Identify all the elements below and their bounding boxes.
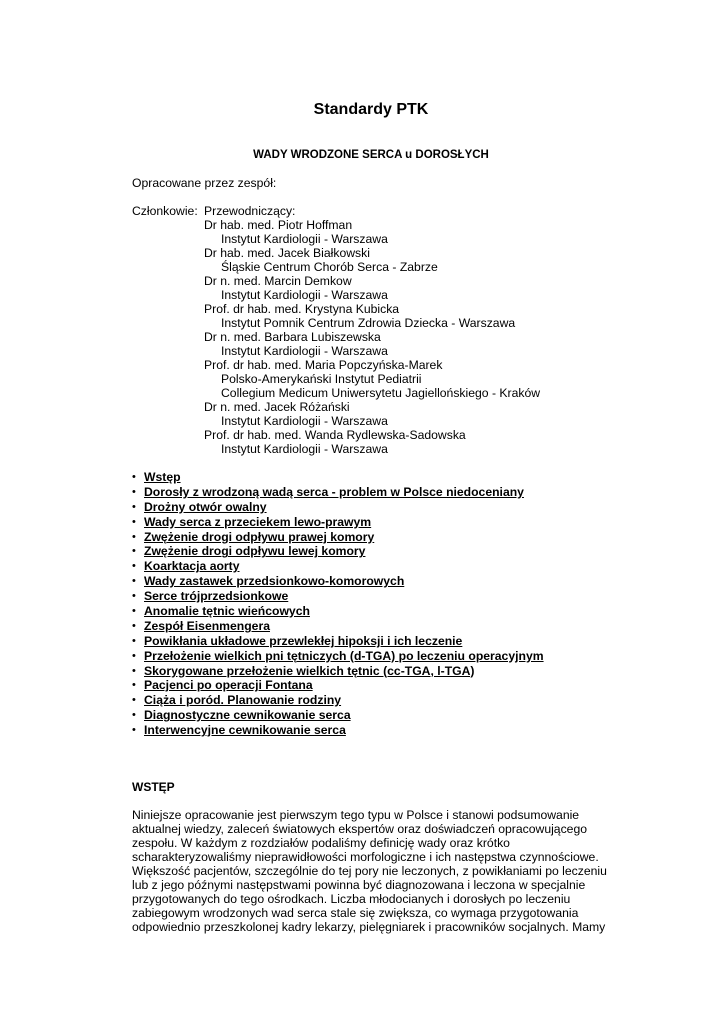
member-affiliation: Collegium Medicum Uniwersytetu Jagiellońskiego - Kraków — [221, 386, 541, 400]
bullet-icon: • — [132, 605, 136, 618]
intro-line: zespołu. W każdym z rozdziałów podaliśmy definicję wady oraz krótko — [132, 836, 510, 850]
toc-link[interactable]: Przełożenie wielkich pni tętniczych (d-TGA) po leczeniu operacyjnym — [144, 648, 544, 663]
members-label: Członkowie: — [132, 204, 198, 218]
member-affiliation: Instytut Kardiologii - Warszawa — [221, 288, 388, 302]
toc-item — [132, 634, 544, 649]
intro-line: lub z jego późnymi następstwami powinna być diagnozowana i leczona w specjalnie — [132, 878, 586, 892]
toc-link[interactable]: Zwężenie drogi odpływu lewej komory — [144, 544, 366, 559]
toc-item — [132, 649, 544, 664]
toc-item — [132, 485, 544, 500]
toc-item — [132, 678, 544, 693]
member-name: Dr hab. med. Jacek Białkowski — [204, 246, 370, 260]
member-name: Dr hab. med. Piotr Hoffman — [204, 218, 353, 232]
toc-link[interactable]: Interwencyjne cewnikowanie serca — [144, 723, 346, 738]
chair-label: Przewodniczący: — [204, 204, 296, 218]
prepared-by-label: Opracowane przez zespół: — [132, 176, 277, 190]
member-affiliation: Instytut Kardiologii - Warszawa — [221, 414, 388, 428]
bullet-icon: • — [132, 694, 136, 707]
bullet-icon: • — [132, 619, 136, 632]
toc-item — [132, 708, 544, 723]
intro-paragraph — [132, 808, 607, 934]
toc-link[interactable]: Wstęp — [144, 470, 181, 484]
toc-item — [132, 589, 544, 604]
section-heading-intro: WSTĘP — [132, 780, 175, 794]
toc-item — [132, 693, 544, 708]
document-title: Standardy PTK — [313, 101, 429, 118]
intro-line: aktualnej wiedzy, zaleceń światowych ekspertów oraz doświadczeń opracowującego — [132, 822, 588, 836]
intro-line: Niniejsze opracowanie jest pierwszym tego typu w Polsce i stanowi podsumowanie — [132, 808, 580, 822]
toc-link[interactable]: Skorygowane przełożenie wielkich tętnic (cc-TGA, l-TGA) — [144, 663, 475, 678]
member-name: Dr n. med. Barbara Lubiszewska — [204, 330, 381, 344]
toc-link[interactable]: Serce trójprzedsionkowe — [144, 589, 289, 604]
toc-link[interactable]: Koarktacja aorty — [144, 559, 240, 574]
toc-link[interactable]: Wady serca z przeciekem lewo-prawym — [144, 514, 372, 529]
toc-link[interactable]: Wady zastawek przedsionkowo-komorowych — [144, 574, 405, 589]
toc-item — [132, 604, 544, 619]
bullet-icon: • — [132, 500, 136, 513]
toc-link[interactable]: Pacjenci po operacji Fontana — [144, 678, 313, 693]
bullet-icon: • — [132, 590, 136, 603]
toc-link[interactable]: Zwężenie drogi odpływu prawej komory — [144, 529, 375, 544]
bullet-icon: • — [132, 530, 136, 543]
toc-item — [132, 515, 544, 530]
bullet-icon: • — [132, 545, 136, 558]
member-name: Prof. dr hab. med. Wanda Rydlewska-Sadowska — [204, 428, 466, 442]
bullet-icon: • — [132, 515, 136, 528]
member-name: Dr n. med. Marcin Demkow — [204, 274, 352, 288]
member-name: Prof. dr hab. med. Maria Popczyńska-Marek — [204, 358, 443, 372]
toc-item — [132, 619, 544, 634]
bullet-icon: • — [132, 649, 136, 662]
member-affiliation: Instytut Kardiologii - Warszawa — [221, 442, 388, 456]
toc-item — [132, 544, 544, 559]
member-affiliation: Śląskie Centrum Chorób Serca - Zabrze — [221, 260, 438, 274]
toc-item — [132, 530, 544, 545]
bullet-icon: • — [132, 709, 136, 722]
bullet-icon: • — [132, 724, 136, 737]
intro-line: scharakteryzowaliśmy nieprawidłowości morfologiczne i ich następstwa czynnościowe. — [132, 850, 599, 864]
document-subtitle: WADY WRODZONE SERCA u DOROSŁYCH — [253, 149, 489, 161]
toc-link[interactable]: Powikłania układowe przewlekłej hipoksji i ich leczenie — [144, 633, 463, 648]
member-affiliation: Polsko-Amerykański Instytut Pediatrii — [221, 372, 422, 386]
toc-link[interactable]: Drożny otwór owalny — [144, 499, 267, 514]
toc-item — [132, 500, 544, 515]
toc-link[interactable]: Zespół Eisenmengera — [144, 618, 270, 633]
intro-line: Większość pacjentów, szczególnie do tej pory nie leczonych, z powikłaniami po leczeniu — [132, 864, 607, 878]
toc-link[interactable]: Diagnostyczne cewnikowanie serca — [144, 708, 351, 723]
toc-item — [132, 664, 544, 679]
toc-item — [132, 723, 544, 738]
intro-line: zabiegowym wrodzonych wad serca stale się zwiększa, co wymaga przygotowania — [132, 906, 579, 920]
bullet-icon: • — [132, 485, 136, 498]
bullet-icon: • — [132, 679, 136, 692]
member-name: Prof. dr hab. med. Krystyna Kubicka — [204, 302, 400, 316]
bullet-icon: • — [132, 471, 136, 483]
member-affiliation: Instytut Kardiologii - Warszawa — [221, 232, 388, 246]
toc-link[interactable]: Anomalie tętnic wieńcowych — [144, 604, 310, 619]
toc-item — [132, 574, 544, 589]
toc-link[interactable]: Dorosły z wrodzoną wadą serca - problem w Polsce niedoceniany — [144, 484, 524, 499]
table-of-contents — [132, 470, 544, 738]
toc-link[interactable]: Ciąża i poród. Planowanie rodziny — [144, 693, 342, 708]
toc-item — [132, 470, 544, 485]
bullet-icon: • — [132, 575, 136, 588]
bullet-icon: • — [132, 664, 136, 677]
intro-line: przygotowanych do tego ośrodkach. Liczba młodocianych i dorosłych po leczeniu — [132, 892, 571, 906]
toc-item — [132, 559, 544, 574]
member-name: Dr n. med. Jacek Różański — [204, 400, 350, 414]
bullet-icon: • — [132, 634, 136, 647]
member-affiliation: Instytut Pomnik Centrum Zdrowia Dziecka - Warszawa — [221, 316, 516, 330]
member-affiliation: Instytut Kardiologii - Warszawa — [221, 344, 388, 358]
bullet-icon: • — [132, 560, 136, 573]
members-list — [204, 204, 664, 456]
intro-line: odpowiednio przeszkolonej kadry lekarzy, pielęgniarek i pracowników socjalnych. Mamy — [132, 920, 606, 934]
